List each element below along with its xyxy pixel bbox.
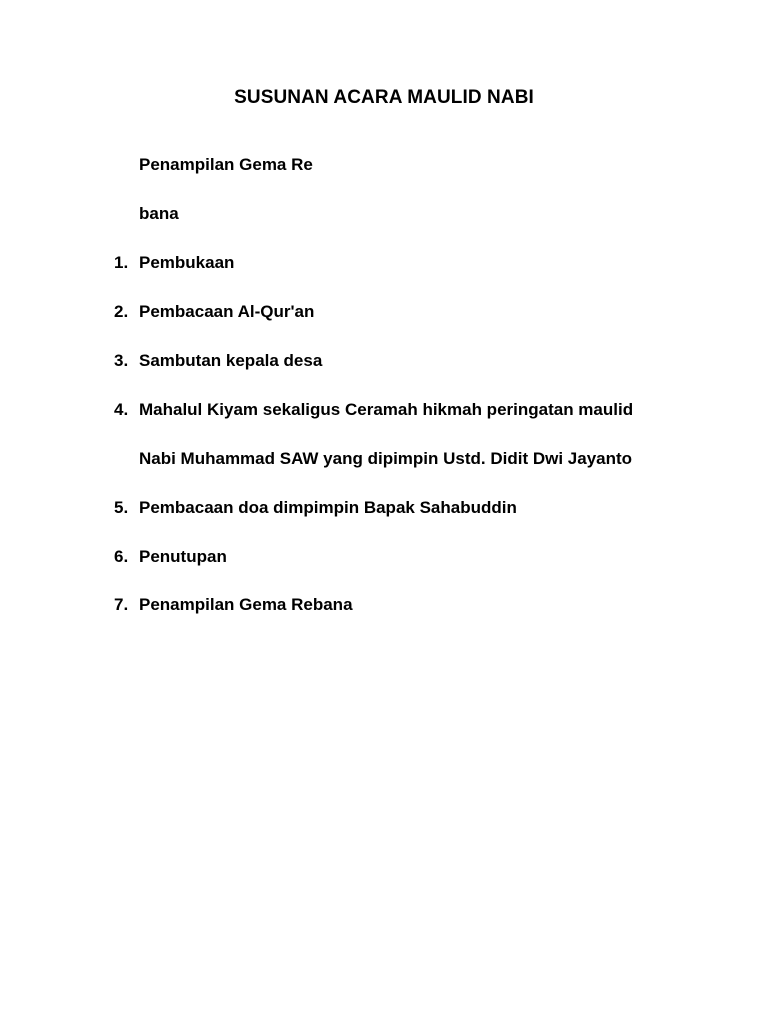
list-item-continuation: Nabi Muhammad SAW yang dipimpin Ustd. Didit Dwi Jayanto	[139, 449, 633, 468]
list-item: Penampilan Gema Rebana	[139, 595, 353, 614]
list-item: Penutupan	[139, 547, 227, 566]
list-item: Pembacaan doa dimpimpin Bapak Sahabuddin	[139, 498, 517, 517]
intro-line: bana	[139, 204, 179, 223]
list-item-number: 4.	[114, 400, 129, 419]
intro-line: Penampilan Gema Re	[139, 155, 313, 174]
list-item-number: 7.	[114, 595, 129, 614]
list-item: Sambutan kepala desa	[139, 351, 323, 370]
list-item-number: 1.	[114, 253, 129, 272]
list-item-number: 2.	[114, 302, 129, 321]
list-item-number: 6.	[114, 547, 129, 566]
document-title: SUSUNAN ACARA MAULID NABI	[234, 87, 534, 108]
list-item: Mahalul Kiyam sekaligus Ceramah hikmah peringatan maulid	[139, 400, 634, 419]
list-item-number: 5.	[114, 498, 129, 517]
list-item-number: 3.	[114, 351, 129, 370]
list-item: Pembukaan	[139, 253, 235, 272]
list-item: Pembacaan Al-Qur'an	[139, 302, 315, 321]
